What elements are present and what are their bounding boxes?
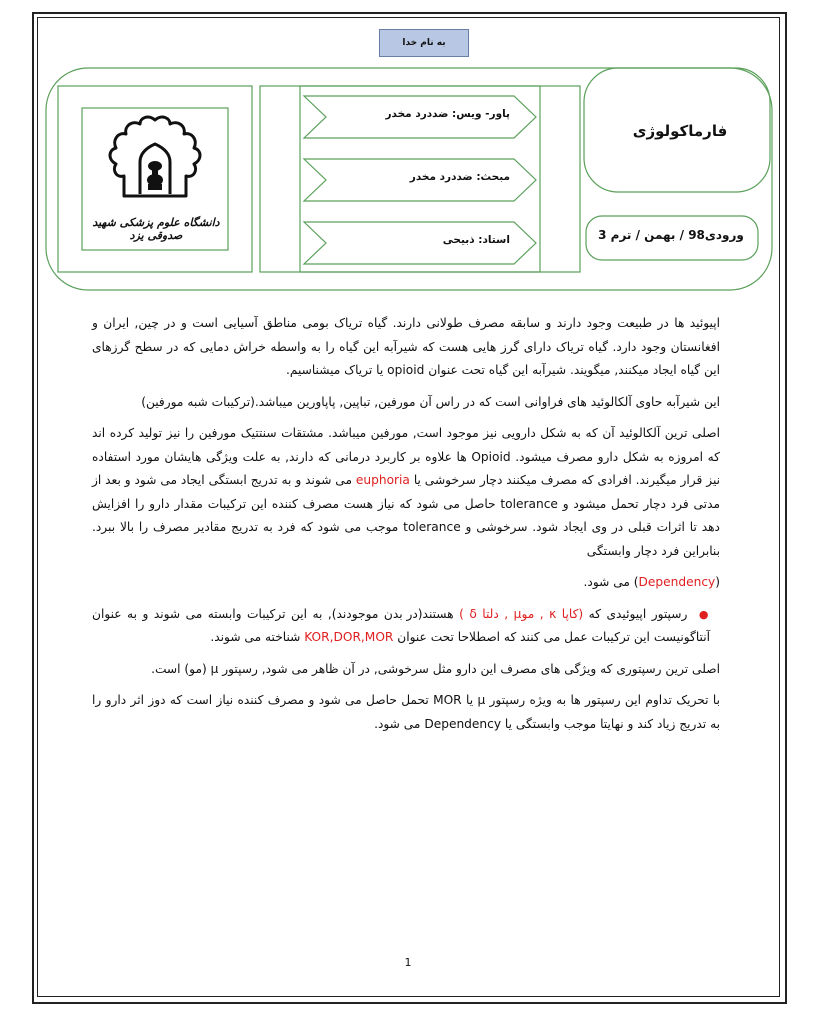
paragraph-4 [92, 571, 720, 595]
dependency-term: Dependency [638, 575, 716, 589]
paragraph-6: با تحریک تداوم این رسپتور ها به ویژه رسپتور μ یا MOR تحمل حاصل می شود و مصرف کننده نیاز است که دوز اثر دارو را به تدریج زیاد کند و نهایتا موجب وابستگی یا Dependency می شود. [92, 693, 720, 731]
row-label-power-voice: پاور- ویس: ضددرد مخدر [385, 108, 510, 120]
row-label-topic: مبحث: ضددرد مخدر [409, 171, 510, 183]
page-number: 1 [404, 956, 412, 969]
bullet-text-a: رسپتور اپیوئیدی که [588, 606, 688, 621]
bullet-text-b: هستند(در بدن موجودند), به این ترکیبات وابسته می شوند و به عنوان آنتاگونیست این ترکیبات عمل می کنند که اصطلاحا تحت عنوان [92, 606, 710, 644]
bismillah-box: به نام خدا [379, 29, 469, 57]
receptor-types: (کاپا κ , موμ , دلتا δ ) [459, 606, 584, 621]
euphoria-term: euphoria [355, 473, 410, 487]
receptor-abbreviations: KOR,DOR,MOR [304, 630, 394, 644]
term-label: ورودی98 / بهمن / ترم 3 [598, 228, 744, 242]
receptor-bullet [92, 603, 720, 650]
paragraph-4-end: ) می شود. [583, 575, 639, 589]
paragraph-1: اپیوئید ها در طبیعت وجود دارند و سابقه مصرف طولانی دارند. گیاه تریاک بومی مناطق آسیایی است و در چین, ایران و افغانستان وجود دارد. گیاه تریاک دارای گرز هایی هست که شیرآبه این گیاه را به واسطه خراش دمایی که در سطح گرزهای این گیاه ایجاد میکنند, میگویند. شیرآبه این گیاه تحت عنوان opioid یا تریاک میشناسیم. [92, 316, 720, 377]
paragraph-2: این شیرآبه حاوی آلکالوئید های فراوانی است که در راس آن مورفین, تباپین, پاپاورین میباشد.(ترکیبات شبه مورفین) [141, 394, 720, 409]
paragraph-3-text-b: می شوند و به تدریج ابستگی ایجاد می شود و بعد از مدتی فرد دچار تحمل میشود و tolerance حاصل می شود که نیاز هست مصرف کننده این ترکیبات مقدار دارو را افزایش دهد تا اثرات قبلی در وی ایجاد شود. سرخوشی و tolerance موجب می شود که فرد به تدریج مقادیر مصرف را بالا ببرد. بنابراین فرد دچار وابستگی [92, 473, 720, 558]
logo-caption: دانشگاه علوم پزشکی شهید صدوقی یزد [92, 216, 220, 242]
page-title: فارماکولوژی [632, 122, 728, 140]
bullet-dot-icon: ● [698, 607, 711, 621]
row-label-professor: استاد: ذبیحی [442, 234, 510, 246]
body-content [92, 312, 720, 744]
paragraph-3 [92, 422, 720, 563]
paragraph-5: اصلی ترین رسپتوری که ویژگی های مصرف این دارو مثل سرخوشی, در آن ظاهر می شود, رسپتور μ (مو) است. [151, 661, 720, 676]
paragraph-3-text-a: اصلی ترین آلکالوئید آن که به شکل دارویی نیز موجود است, مورفین میباشد. مشتقات سنتتیک مورفین را نیز تولید کرده اند که امروزه به شکل دارو مصرف میشود. Opioid ها علاوه بر کاربرد درمانی که دارند, به علت ویژگی هایشان مورد استفاده نیز قرار میگیرند. افرادی که مصرف میکنند دچار سرخوشی یا [92, 426, 721, 487]
bullet-text-c: شناخته می شوند. [210, 630, 301, 644]
paren-open: ( [715, 575, 720, 589]
